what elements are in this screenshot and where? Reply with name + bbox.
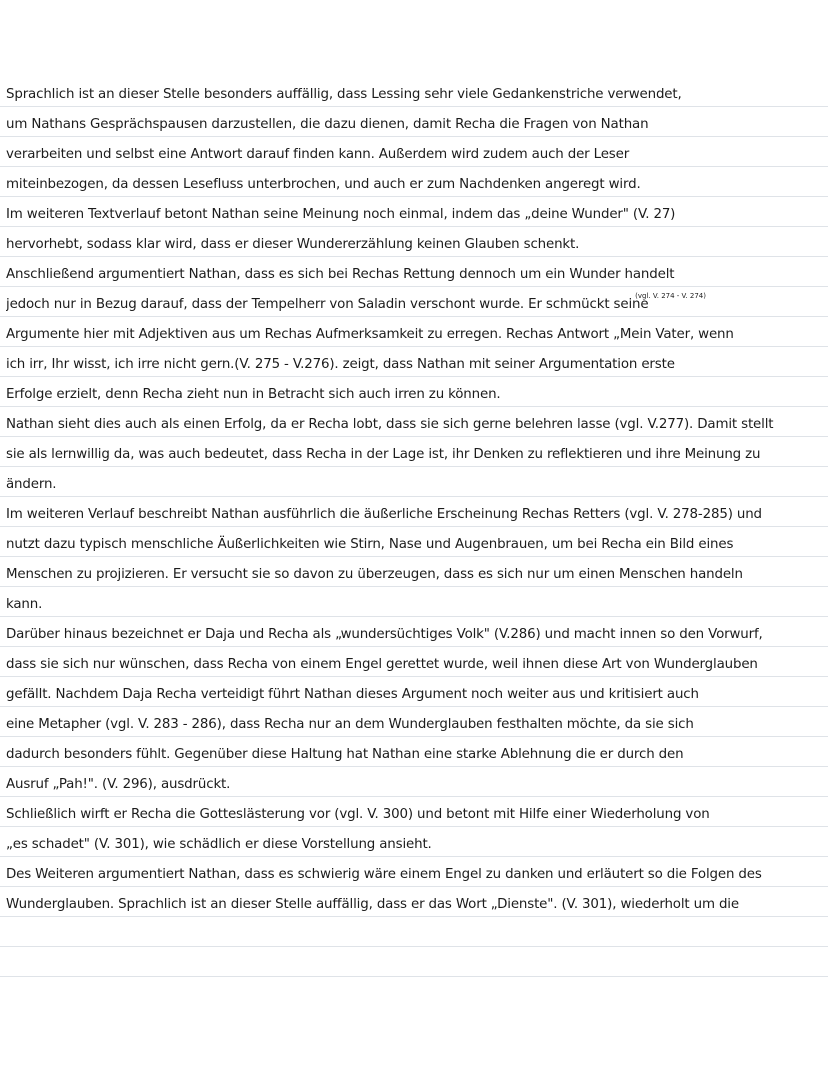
text-line: kann. [6, 597, 43, 612]
text-line: „es schadet" (V. 301), wie schädlich er diese Vorstellung ansieht. [6, 837, 432, 852]
text-line: miteinbezogen, da dessen Lesefluss unterbrochen, und auch er zum Nachdenken angeregt wird. [6, 177, 641, 192]
text-line: Erfolge erzielt, denn Recha zieht nun in Betracht sich auch irren zu können. [6, 387, 501, 402]
text-line: Darüber hinaus bezeichnet er Daja und Recha als „wundersüchtiges Volk" (V.286) und macht innen so den Vorwurf, [6, 627, 763, 642]
text-line: dass sie sich nur wünschen, dass Recha von einem Engel gerettet wurde, weil ihnen diese Art von Wunderglauben [6, 657, 758, 672]
text-line: Wunderglauben. Sprachlich ist an dieser Stelle auffällig, dass er das Wort „Dienste". (V. 301), wiederholt um die [6, 897, 739, 912]
text-line: um Nathans Gesprächspausen darzustellen, die dazu dienen, damit Recha die Fragen von Nathan [6, 117, 649, 132]
text-line: jedoch nur in Bezug darauf, dass der Tempelherr von Saladin verschont wurde. Er schmückt seine [6, 297, 649, 312]
page-bottom-margin [0, 985, 828, 1069]
text-line: Des Weiteren argumentiert Nathan, dass es schwierig wäre einem Engel zu danken und erläutert so die Folgen des [6, 867, 762, 882]
text-line: eine Metapher (vgl. V. 283 - 286), dass Recha nur an dem Wunderglauben festhalten möchte, da sie sich [6, 717, 694, 732]
text-line: sie als lernwillig da, was auch bedeutet, dass Recha in der Lage ist, ihr Denken zu reflektieren und ihre Meinung zu [6, 447, 761, 462]
page-top-margin [0, 0, 828, 77]
handwritten-text [6, 80, 822, 920]
text-line: Anschließend argumentiert Nathan, dass es sich bei Rechas Rettung dennoch um ein Wunder handelt [6, 267, 675, 282]
text-line: Argumente hier mit Adjektiven aus um Rechas Aufmerksamkeit zu erregen. Rechas Antwort „Mein Vater, wenn [6, 327, 734, 342]
text-line: dadurch besonders fühlt. Gegenüber diese Haltung hat Nathan eine starke Ablehnung die er durch den [6, 747, 684, 762]
text-line: ändern. [6, 477, 57, 492]
margin-note: (vgl. V. 274 - V. 274) [635, 292, 706, 300]
text-line: ich irr, Ihr wisst, ich irre nicht gern.(V. 275 - V.276). zeigt, dass Nathan mit seiner Argumentation erste [6, 357, 675, 372]
text-line: Menschen zu projizieren. Er versucht sie so davon zu überzeugen, dass es sich nur um einen Menschen handeln [6, 567, 743, 582]
text-line: Schließlich wirft er Recha die Gotteslästerung vor (vgl. V. 300) und betont mit Hilfe einer Wiederholung von [6, 807, 710, 822]
text-line: gefällt. Nachdem Daja Recha verteidigt führt Nathan dieses Argument noch weiter aus und kritisiert auch [6, 687, 699, 702]
text-line: Im weiteren Textverlauf betont Nathan seine Meinung noch einmal, indem das „deine Wunder" (V. 27) [6, 207, 676, 222]
text-line: verarbeiten und selbst eine Antwort darauf finden kann. Außerdem wird zudem auch der Leser [6, 147, 630, 162]
text-line: Im weiteren Verlauf beschreibt Nathan ausführlich die äußerliche Erscheinung Rechas Retters (vgl. V. 278-285) und [6, 507, 762, 522]
text-line: Ausruf „Pah!". (V. 296), ausdrückt. [6, 777, 231, 792]
text-line: Sprachlich ist an dieser Stelle besonders auffällig, dass Lessing sehr viele Gedankenstriche verwendet, [6, 87, 682, 102]
text-line: hervorhebt, sodass klar wird, dass er dieser Wundererzählung keinen Glauben schenkt. [6, 237, 580, 252]
text-line: nutzt dazu typisch menschliche Äußerlichkeiten wie Stirn, Nase und Augenbrauen, um bei Recha ein Bild eines [6, 537, 734, 552]
text-line: Nathan sieht dies auch als einen Erfolg, da er Recha lobt, dass sie sich gerne belehren lasse (vgl. V.277). Damit stellt [6, 417, 774, 432]
